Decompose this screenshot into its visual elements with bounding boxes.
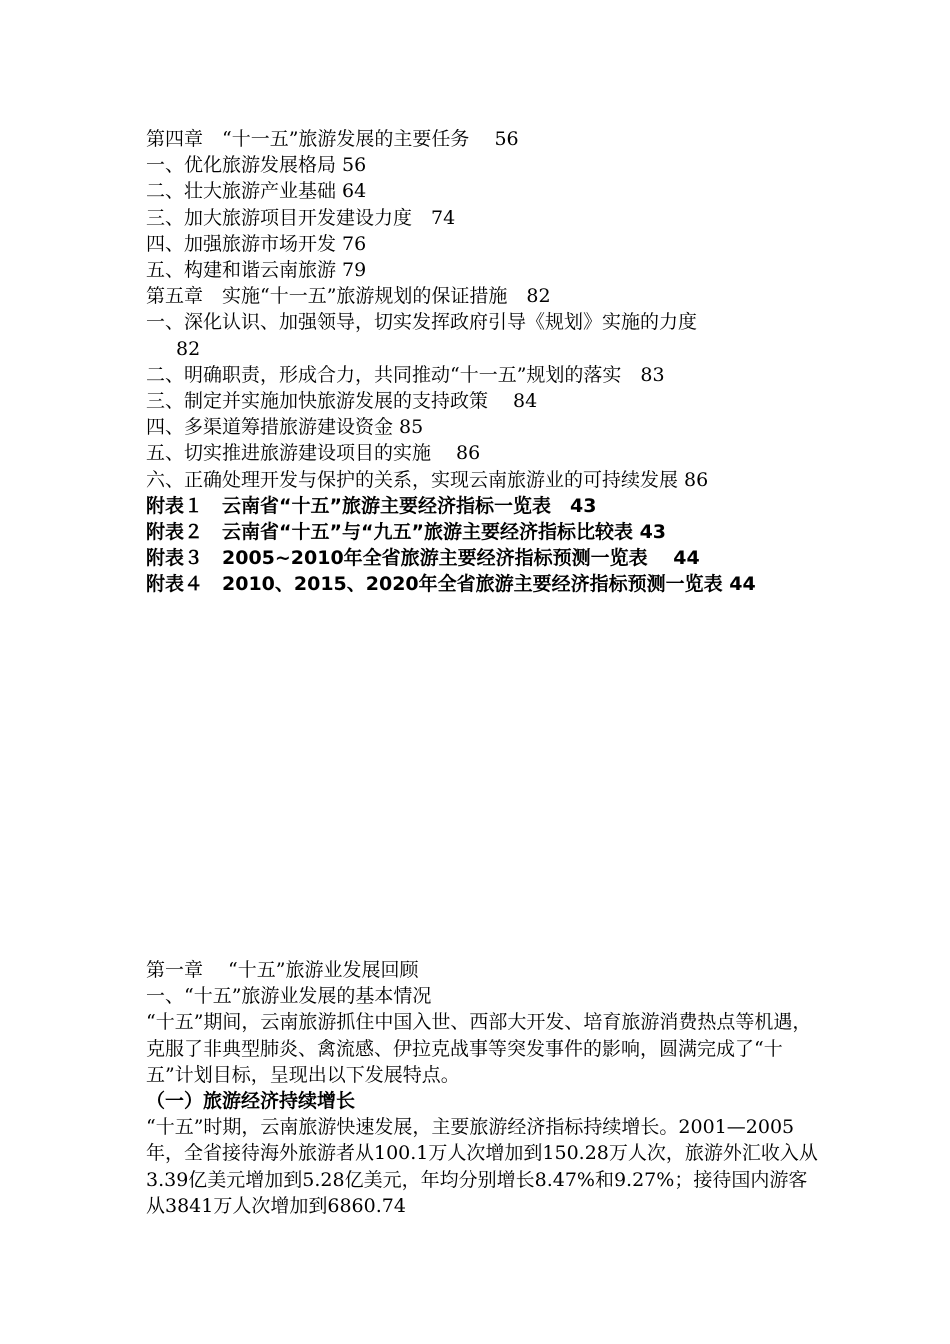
- toc-entry: 四、多渠道筹措旅游建设资金 85: [146, 416, 424, 439]
- toc-entry: 一、深化认识、加强领导，切实发挥政府引导《规划》实施的力度: [146, 311, 698, 334]
- chapter-title: 第一章 “十五”旅游业发展回顾: [146, 959, 419, 981]
- toc-entry: 六、正确处理开发与保护的关系，实现云南旅游业的可持续发展 86: [146, 468, 709, 491]
- appendix-entry: 附表３ 2005~2010年全省旅游主要经济指标预测一览表 44: [146, 547, 700, 570]
- body-paragraph: “十五”时期，云南旅游快速发展，主要旅游经济指标持续增长。2001—2005年，全省接待海外旅游者从100.1万人次增加到150.28万人次，旅游外汇收入从3.39亿美元增加到5.28亿美元，年均分别增长8.47%和9.27%；接待国内游客从3841万人次增加到6860.74: [146, 1116, 818, 1217]
- intro-paragraph: “十五”期间，云南旅游抓住中国入世、西部大开发、培育旅游消费热点等机遇，克服了非典型肺炎、禽流感、伊拉克战事等突发事件的影响，圆满完成了“十五”计划目标，呈现出以下发展特点。: [146, 1011, 812, 1086]
- toc-entry: 二、壮大旅游产业基础 64: [146, 180, 367, 203]
- appendix-entry: 附表２ 云南省“十五”与“九五”旅游主要经济指标比较表 43: [146, 521, 667, 544]
- toc-entry: 五、构建和谐云南旅游 79: [146, 259, 367, 282]
- appendix-entry: 附表１ 云南省“十五”旅游主要经济指标一览表 43: [146, 494, 597, 517]
- toc-entry: 五、切实推进旅游建设项目的实施 86: [146, 442, 481, 465]
- toc-entry: 三、加大旅游项目开发建设力度 74: [146, 206, 456, 229]
- toc-entry: 82: [176, 337, 201, 360]
- appendix-entry: 附表４ 2010、2015、2020年全省旅游主要经济指标预测一览表 44: [146, 573, 756, 596]
- chapter-section: [146, 957, 826, 1219]
- toc-entry: 四、加强旅游市场开发 76: [146, 232, 367, 255]
- toc-entry: 二、明确职责，形成合力，共同推动“十一五”规划的落实 83: [146, 363, 665, 386]
- toc-entry: 三、制定并实施加快旅游发展的支持政策 84: [146, 390, 538, 413]
- subheading: （一）旅游经济持续增长: [146, 1090, 356, 1113]
- toc-entry: 第五章 实施“十一五”旅游规划的保证措施 82: [146, 285, 551, 308]
- section-heading: 一、“十五”旅游业发展的基本情况: [146, 985, 432, 1008]
- toc-entry: 第四章 “十一五”旅游发展的主要任务 56: [146, 128, 519, 150]
- toc-entry: 一、优化旅游发展格局 56: [146, 154, 367, 177]
- table-of-contents: [146, 126, 826, 598]
